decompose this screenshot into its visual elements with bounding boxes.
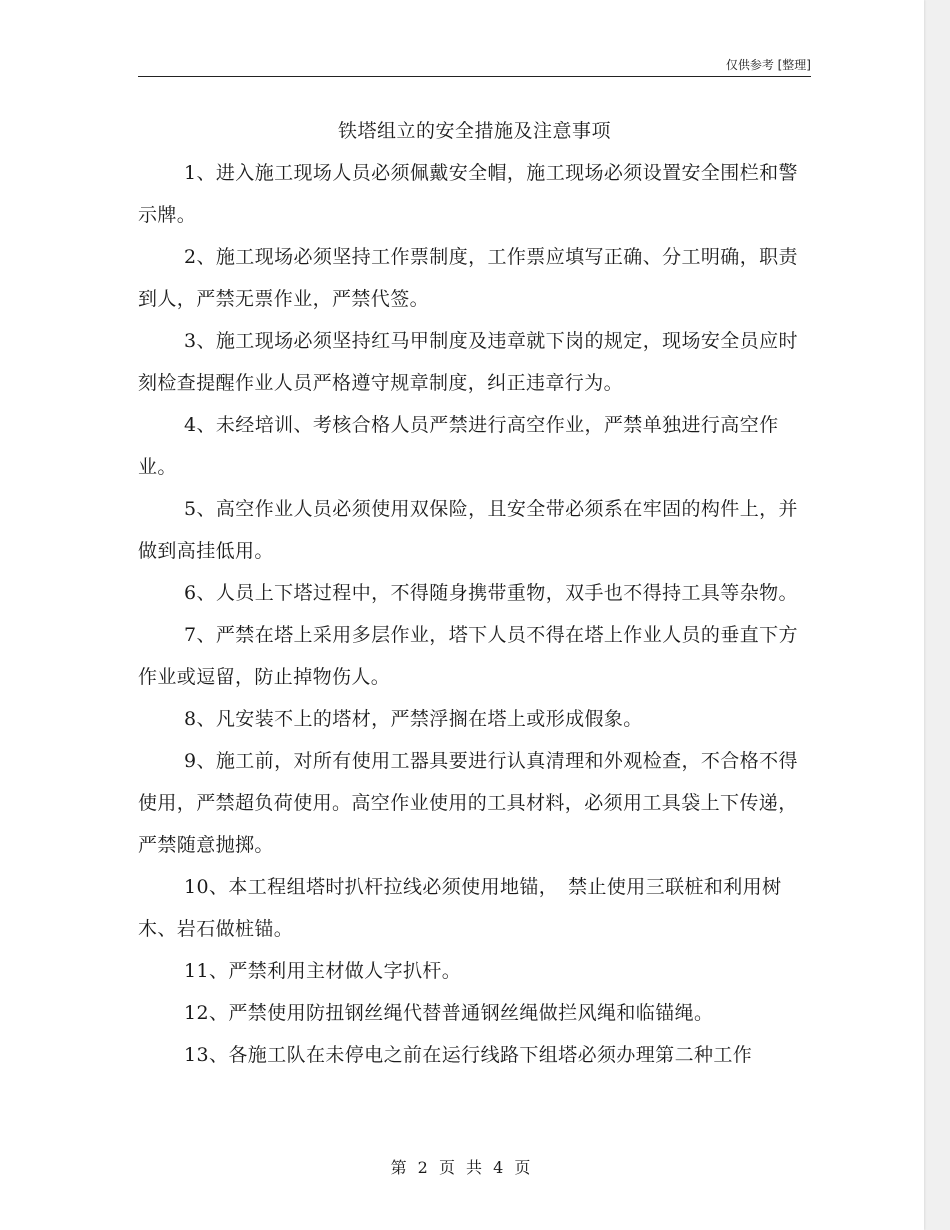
header-note: 仅供参考 [整理] [725, 58, 811, 72]
paragraph-4: 4、未经培训、考核合格人员严禁进行高空作业，严禁单独进行高空作业。 [138, 414, 779, 478]
paragraph-3: 3、施工现场必须坚持红马甲制度及违章就下岗的规定，现场安全员应时刻检查提醒作业人员严格遵守规章制度，纠正违章行为。 [138, 330, 798, 394]
paragraph-10: 10、本工程组塔时扒杆拉线必须使用地锚， 禁止使用三联桩和利用树木、岩石做桩锚。 [138, 876, 782, 940]
paragraph-1: 1、进入施工现场人员必须佩戴安全帽，施工现场必须设置安全围栏和警示牌。 [138, 162, 798, 226]
paragraph-13: 13、各施工队在未停电之前在运行线路下组塔必须办理第二种工作 [184, 1044, 753, 1066]
document-title: 铁塔组立的安全措施及注意事项 [337, 120, 611, 142]
paragraph-12: 12、严禁使用防扭钢丝绳代替普通钢丝绳做拦风绳和临锚绳。 [184, 1002, 714, 1024]
paragraph-11: 11、严禁利用主材做人字扒杆。 [184, 960, 462, 982]
paragraph-7: 7、严禁在塔上采用多层作业，塔下人员不得在塔上作业人员的垂直下方作业或逗留，防止掉物伤人。 [138, 624, 798, 688]
paragraph-5: 5、高空作业人员必须使用双保险，且安全带必须系在牢固的构件上，并做到高挂低用。 [138, 498, 798, 562]
header-divider [138, 76, 811, 77]
paragraph-9: 9、施工前，对所有使用工器具要进行认真清理和外观检查，不合格不得使用，严禁超负荷使用。高空作业使用的工具材料，必须用工具袋上下传递，严禁随意抛掷。 [138, 750, 798, 856]
document-body [138, 152, 811, 1076]
paragraph-8: 8、凡安装不上的塔材，严禁浮搁在塔上或形成假象。 [184, 708, 643, 730]
paragraph-2: 2、施工现场必须坚持工作票制度，工作票应填写正确、分工明确，职责到人，严禁无票作业，严禁代签。 [138, 246, 798, 310]
page-number: 第 2 页 共 4 页 [390, 1158, 534, 1177]
paragraph-6: 6、人员上下塔过程中，不得随身携带重物，双手也不得持工具等杂物。 [184, 582, 798, 604]
